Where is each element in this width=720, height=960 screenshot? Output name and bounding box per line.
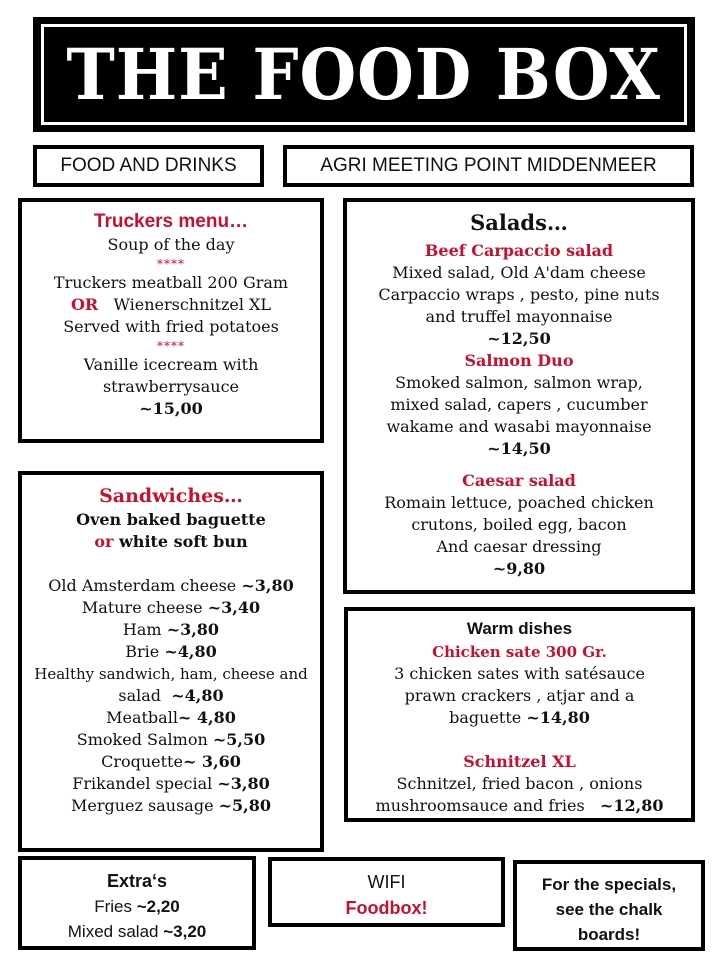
price: ~5,50 [212,730,266,749]
price: ~3,80 [217,774,270,793]
list-item [22,751,320,773]
price: ~4,80 [164,642,217,661]
item-name: Schnitzel XL [463,752,576,771]
price: ~3,80 [241,576,294,595]
specials-notice [513,860,705,951]
menu-line: strawberrysauce [102,377,240,396]
bread-option-text: white soft bun [119,532,248,551]
price: ~3,80 [166,620,220,639]
truckers-menu-section [18,198,324,443]
page-title: THE FOOD BOX [66,32,662,116]
price: ~ 4,80 [177,708,236,727]
item-name: Meatball [106,708,178,727]
item-desc: Carpaccio wraps , pesto, pine nuts [378,285,660,304]
item-name: Fries [94,897,133,916]
title-banner [33,17,695,132]
price: ~12,50 [487,329,551,348]
menu-line: Truckers meatball 200 Gram [53,273,289,292]
list-item [22,773,320,795]
price: ~5,80 [218,796,271,815]
menu-line: Vanille icecream with [83,355,259,374]
item-name: Chicken sate 300 Gr. [432,643,607,661]
menu-line: Soup of the day [107,235,235,254]
salads-section [343,198,695,594]
list-item [22,729,320,751]
item-name: Caesar salad [462,471,576,490]
item-desc: crutons, boiled egg, bacon [411,515,627,534]
item-name: salad [118,686,162,705]
or-label: or [94,532,114,551]
subtitle-right-text: AGRI MEETING POINT MIDDENMEER [320,155,657,176]
item-name: Merguez sausage [70,796,214,815]
item-desc: Smoked salmon, salmon wrap, [395,373,643,392]
item-desc: Mixed salad, Old A'dam cheese [392,263,646,282]
list-item [22,707,320,729]
or-label: OR [70,295,99,314]
item-desc [348,795,691,817]
menu-line [22,294,320,316]
item-desc-text: baguette [449,708,522,727]
list-item [22,597,320,619]
section-heading: Warm dishes [466,619,573,638]
price: ~9,80 [492,559,546,578]
sandwiches-section [18,471,324,852]
warm-dishes-section [344,607,695,822]
extras-section [18,856,256,950]
item-desc [348,707,691,729]
wifi-section [268,857,505,927]
menu-line: Served with fried potatoes [63,317,279,336]
price: ~14,50 [487,439,551,458]
item-name: Mixed salad [67,922,159,941]
subtitle-location [283,145,694,187]
price: ~3,40 [207,598,261,617]
item-name: Mature cheese [81,598,203,617]
list-item [22,919,252,944]
bread-option [22,531,320,553]
list-item [22,795,320,817]
item-name: Smoked Salmon [76,730,208,749]
price: ~3,20 [163,922,207,941]
item-desc: And caesar dressing [436,537,602,556]
item-desc: Schnitzel, fried bacon , onions [396,774,643,793]
price: ~ 3,60 [182,752,241,771]
item-name: Ham [122,620,162,639]
item-desc-text: mushroomsauce and fries [375,796,585,815]
price: ~4,80 [171,686,224,705]
item-name: Frikandel special [72,774,213,793]
item-desc: and truffel mayonnaise [425,307,613,326]
spacer [348,729,691,751]
price: ~15,00 [139,399,203,418]
section-heading: Salads… [470,210,568,235]
notice-line: boards! [577,925,641,944]
separator: **** [157,339,185,353]
subtitle-food-and-drinks [33,145,264,187]
item-name: Salmon Duo [464,351,574,370]
spacer [347,460,691,470]
menu-line-text: Wienerschnitzel XL [113,295,272,314]
item-desc: Romain lettuce, poached chicken [384,493,654,512]
item-desc: 3 chicken sates with satésauce [394,664,645,683]
item-name: Old Amsterdam cheese [48,576,237,595]
list-item [22,575,320,597]
wifi-password: Foodbox! [345,898,428,918]
item-desc: wakame and wasabi mayonnaise [386,417,652,436]
item-desc: prawn crackers , atjar and a [404,686,635,705]
spacer [22,553,320,575]
separator: **** [157,257,185,271]
subtitle-left-text: FOOD AND DRINKS [60,155,237,176]
item-desc: mixed salad, capers , cucumber [390,395,648,414]
list-item: Healthy sandwich, ham, cheese and [34,665,308,683]
section-heading: Extra‘s [106,871,168,891]
title-inner-frame [41,24,687,125]
price: ~2,20 [136,897,180,916]
list-item [22,894,252,919]
notice-line: see the chalk [555,900,663,919]
bread-option: Oven baked baguette [76,510,266,529]
list-item [22,641,320,663]
section-heading: Truckers menu… [93,211,249,232]
list-item [22,685,320,707]
item-name: Beef Carpaccio salad [424,241,614,260]
price: ~12,80 [599,796,664,815]
wifi-label: WIFI [367,872,406,892]
price: ~14,80 [526,708,590,727]
section-heading: Sandwiches… [99,485,243,507]
item-name: Croquette [101,752,183,771]
item-name: Brie [125,642,160,661]
notice-line: For the specials, [541,875,677,894]
list-item [22,619,320,641]
